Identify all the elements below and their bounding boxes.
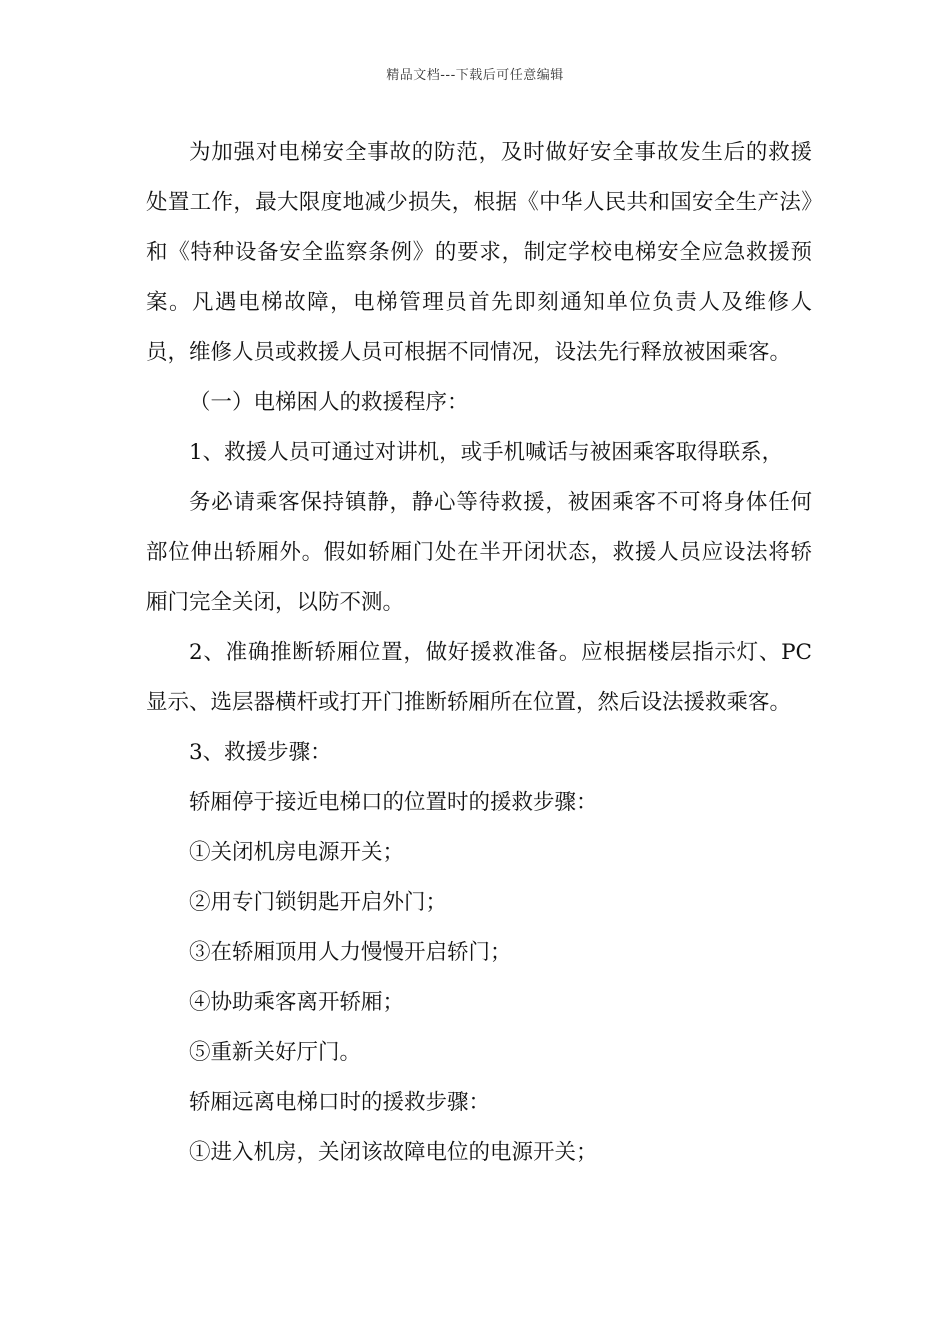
list-item: ②用专门锁钥匙开启外门；: [189, 890, 448, 915]
list-item: ⑤重新关好厅门。: [189, 1040, 362, 1065]
near-exit-steps-heading: 轿厢停于接近电梯口的位置时的援救步骤：: [189, 790, 598, 815]
step-1-paragraph: 1、救援人员可通过对讲机，或手机喊话与被困乘客取得联系，: [189, 440, 784, 465]
step-2-paragraph: 2、准确推断轿厢位置，做好援救准备。应根据楼层指示灯、PC显示、选层器横杆或打开门推断轿厢所在位置，然后设法援救乘客。: [146, 640, 812, 715]
step-1-continuation-paragraph: 务必请乘客保持镇静，静心等待救援，被困乘客不可将身体任何部位伸出轿厢外。假如轿厢门处在半开闭状态，救援人员应设法将轿厢门完全关闭，以防不测。: [146, 490, 812, 615]
list-item: ③在轿厢顶用人力慢慢开启轿门；: [189, 940, 512, 965]
list-item: ①关闭机房电源开关；: [189, 840, 405, 865]
list-item: ④协助乘客离开轿厢；: [189, 990, 405, 1015]
list-item: ①进入机房，关闭该故障电位的电源开关；: [189, 1140, 598, 1165]
intro-paragraph: 为加强对电梯安全事故的防范，及时做好安全事故发生后的救援处置工作，最大限度地减少损失，根据《中华人民共和国安全生产法》和《特种设备安全监察条例》的要求，制定学校电梯安全应急救援预案。凡遇电梯故障，电梯管理员首先即刻通知单位负责人及维修人员，维修人员或救援人员可根据不同情况，设法先行释放被困乘客。: [146, 140, 812, 365]
step-3-heading: 3、救援步骤：: [189, 740, 332, 765]
document-body: [146, 128, 812, 1178]
far-exit-steps-heading: 轿厢远离电梯口时的援救步骤：: [189, 1090, 491, 1115]
section-heading: （一）电梯困人的救援程序：: [189, 390, 469, 415]
page-header: 精品文档---下载后可任意编辑: [386, 68, 564, 83]
